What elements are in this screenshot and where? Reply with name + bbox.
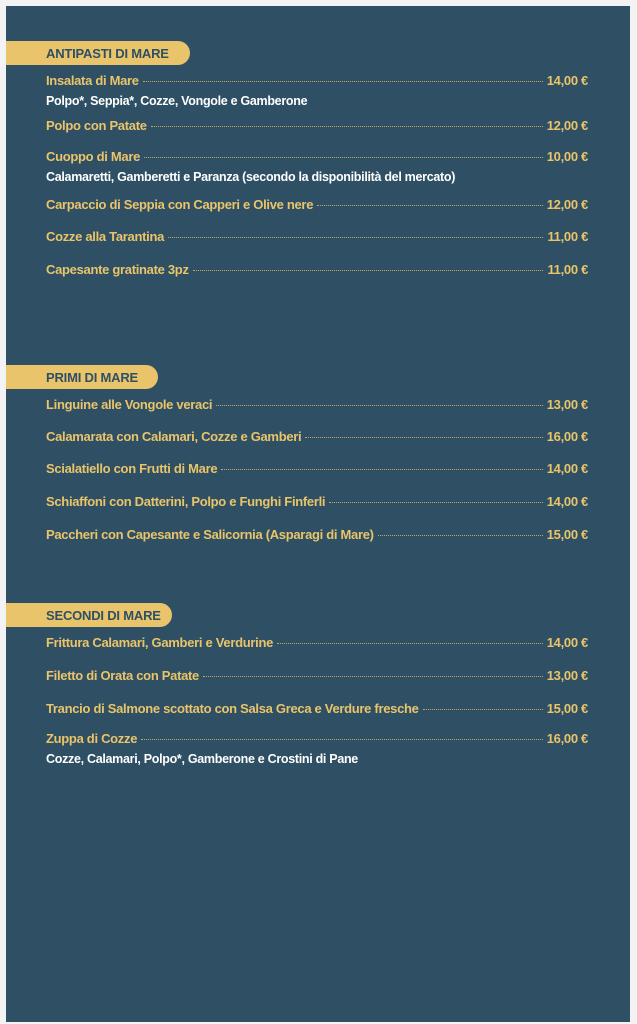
dotted-leader (423, 709, 543, 710)
menu-item (6, 262, 630, 282)
menu-item (6, 197, 630, 217)
item-price: 10,00 € (546, 149, 588, 164)
item-name: Scialatiello con Frutti di Mare (46, 461, 218, 476)
item-price: 16,00 € (546, 429, 588, 444)
item-price: 12,00 € (546, 118, 588, 133)
menu-item (6, 527, 630, 547)
dotted-leader (203, 676, 543, 677)
section-header: PRIMI DI MARE (6, 365, 158, 389)
dotted-leader (151, 126, 543, 127)
item-list (6, 397, 630, 547)
menu-item (6, 149, 630, 184)
item-price: 11,00 € (547, 262, 588, 277)
item-name: Schiaffoni con Datterini, Polpo e Funghi Finferli (46, 494, 326, 509)
item-list (6, 73, 630, 282)
section-secondi (6, 603, 630, 779)
item-name: Zuppa di Cozze (46, 731, 138, 746)
item-description: Calamaretti, Gamberetti e Paranza (secondo la disponibilità del mercato) (46, 170, 456, 184)
item-name: Trancio di Salmone scottato con Salsa Greca e Verdure fresche (46, 701, 419, 716)
item-description: Polpo*, Seppia*, Cozze, Vongole e Gamberone (46, 94, 308, 108)
dotted-leader (305, 437, 542, 438)
dotted-leader (216, 405, 543, 406)
menu-item (6, 668, 630, 688)
item-name: Insalata di Mare (46, 73, 139, 88)
menu-item (6, 397, 630, 417)
item-price: 12,00 € (546, 197, 588, 212)
dotted-leader (144, 157, 543, 158)
dotted-leader (141, 739, 543, 740)
menu-item (6, 731, 630, 766)
item-name: Capesante gratinate 3pz (46, 262, 189, 277)
item-name: Carpaccio di Seppia con Capperi e Olive nere (46, 197, 314, 212)
item-name: Cozze alla Tarantina (46, 229, 165, 244)
item-list (6, 635, 630, 766)
item-price: 11,00 € (547, 229, 588, 244)
item-description: Cozze, Calamari, Polpo*, Gamberone e Crostini di Pane (46, 752, 358, 766)
dotted-leader (143, 81, 543, 82)
item-price: 15,00 € (546, 701, 588, 716)
dotted-leader (193, 270, 544, 271)
item-price: 14,00 € (546, 635, 588, 650)
item-price: 13,00 € (546, 668, 588, 683)
section-primi (6, 365, 630, 560)
item-name: Paccheri con Capesante e Salicornia (Asparagi di Mare) (46, 527, 374, 542)
item-price: 14,00 € (546, 73, 588, 88)
dotted-leader (317, 205, 543, 206)
menu-item (6, 73, 630, 108)
menu-item (6, 429, 630, 449)
menu-item (6, 461, 630, 481)
item-name: Calamarata con Calamari, Cozze e Gamberi (46, 429, 302, 444)
menu-item (6, 635, 630, 655)
menu-item (6, 701, 630, 721)
item-price: 16,00 € (546, 731, 588, 746)
dotted-leader (277, 643, 543, 644)
section-header: SECONDI DI MARE (6, 603, 172, 627)
section-antipasti (6, 41, 630, 295)
dotted-leader (329, 502, 542, 503)
item-name: Frittura Calamari, Gamberi e Verdurine (46, 635, 274, 650)
item-price: 14,00 € (546, 494, 588, 509)
item-price: 15,00 € (546, 527, 588, 542)
dotted-leader (378, 535, 543, 536)
dotted-leader (168, 237, 543, 238)
item-price: 13,00 € (546, 397, 588, 412)
item-name: Polpo con Patate (46, 118, 147, 133)
item-name: Filetto di Orata con Patate (46, 668, 199, 683)
menu-page (6, 6, 630, 1022)
item-name: Cuoppo di Mare (46, 149, 141, 164)
item-name: Linguine alle Vongole veraci (46, 397, 213, 412)
menu-item (6, 494, 630, 514)
menu-item (6, 229, 630, 249)
menu-item (6, 118, 630, 138)
section-header: ANTIPASTI DI MARE (6, 41, 190, 65)
item-price: 14,00 € (546, 461, 588, 476)
dotted-leader (221, 469, 542, 470)
